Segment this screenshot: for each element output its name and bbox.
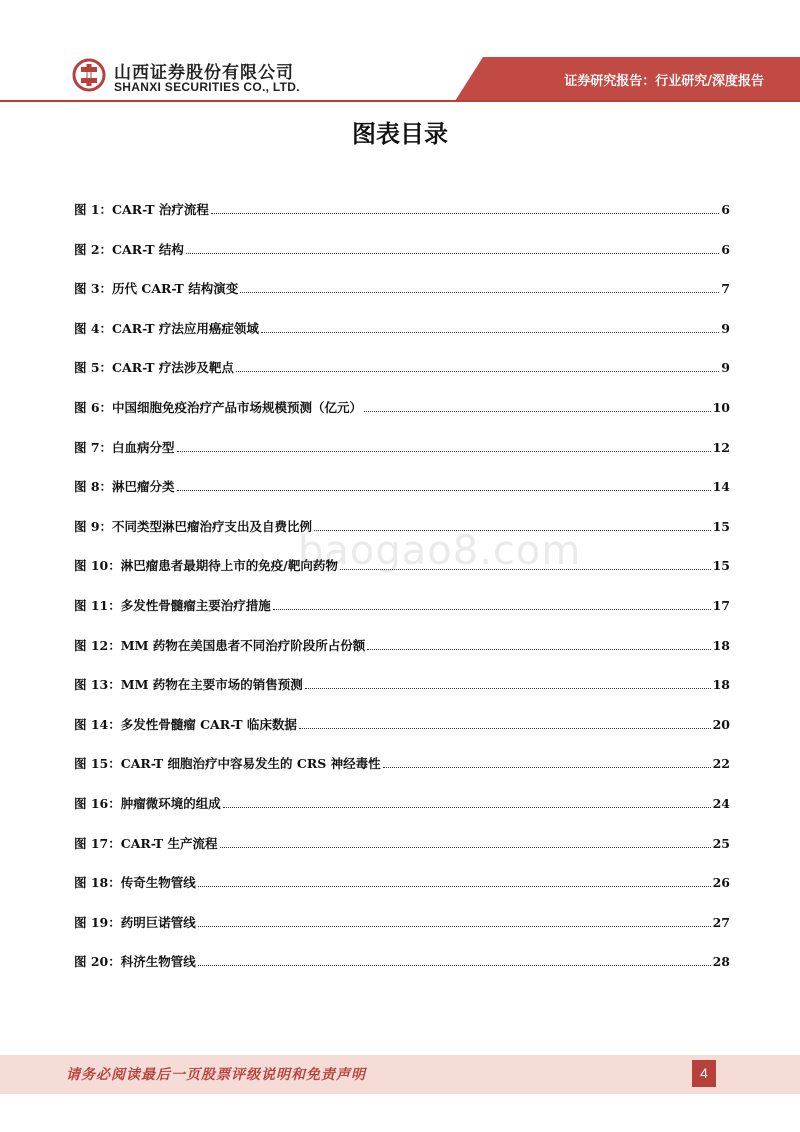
toc-entry[interactable]: [74, 279, 730, 319]
toc-entry-page: 18: [712, 677, 730, 693]
toc-entry-page: 12: [712, 439, 730, 455]
toc-leader-dots: [240, 292, 719, 293]
company-name-en: SHANXI SECURITIES CO., LTD.: [114, 80, 300, 94]
toc-leader-dots: [186, 253, 719, 254]
toc-entry[interactable]: [74, 358, 730, 398]
toc-entry-page: 15: [712, 558, 730, 574]
report-type: 证券研究报告：行业研究/深度报告: [564, 74, 764, 89]
toc-leader-dots: [198, 886, 711, 887]
toc-entry-label: 图 20：科济生物管线: [74, 954, 196, 970]
toc-leader-dots: [198, 965, 711, 966]
toc-entry-label: 图 5：CAR-T 疗法涉及靶点: [74, 360, 234, 376]
toc-leader-dots: [177, 451, 711, 452]
toc-entry[interactable]: [74, 794, 730, 834]
toc-entry-page: 17: [712, 597, 730, 613]
toc-entry[interactable]: [74, 913, 730, 953]
toc-leader-dots: [273, 609, 711, 610]
toc-entry-label: 图 11：多发性骨髓瘤主要治疗措施: [74, 597, 271, 613]
toc-leader-dots: [383, 767, 711, 768]
toc-entry[interactable]: [74, 398, 730, 438]
footer-disclaimer: 请务必阅读最后一页股票评级说明和免责声明: [66, 1067, 366, 1083]
toc-entry-label: 图 2：CAR-T 结构: [74, 241, 184, 257]
toc-entry-page: 20: [712, 716, 730, 732]
toc-leader-dots: [364, 411, 711, 412]
toc-entry[interactable]: [74, 517, 730, 557]
toc-entry[interactable]: [74, 636, 730, 676]
toc-entry-page: 10: [712, 399, 730, 415]
toc-entry-label: 图 17：CAR-T 生产流程: [74, 835, 218, 851]
toc-entry-label: 图 12：MM 药物在美国患者不同治疗阶段所占份额: [74, 637, 366, 653]
watermark: baogao8.com: [298, 528, 582, 574]
toc-entry[interactable]: [74, 477, 730, 517]
toc-entry[interactable]: [74, 319, 730, 359]
toc-entry[interactable]: [74, 873, 730, 913]
page-header: [0, 0, 800, 110]
company-logo-icon: [72, 58, 106, 92]
toc-entry[interactable]: [74, 596, 730, 636]
toc-entry[interactable]: [74, 834, 730, 874]
toc-entry-label: 图 1：CAR-T 治疗流程: [74, 202, 209, 217]
toc-entry-page: 24: [712, 795, 730, 811]
toc-leader-dots: [223, 807, 711, 808]
toc-leader-dots: [367, 649, 710, 650]
toc-leader-dots: [177, 490, 711, 491]
toc-entry[interactable]: [74, 715, 730, 755]
toc-entry-label: 图 4：CAR-T 疗法应用癌症领域: [74, 320, 259, 336]
company-name-cn: 山西证券股份有限公司: [114, 63, 294, 83]
toc-entry-page: 14: [712, 479, 730, 495]
toc-entry-page: 6: [721, 202, 730, 217]
toc-entry[interactable]: [74, 675, 730, 715]
toc-entry[interactable]: [74, 754, 730, 794]
toc-entry-label: 图 9：不同类型淋巴瘤治疗支出及自费比例: [74, 518, 313, 534]
toc-entry-page: 9: [721, 360, 730, 376]
toc-entry-label: 图 6：中国细胞免疫治疗产品市场规模预测（亿元）: [74, 399, 363, 415]
toc-entry-label: 图 3：历代 CAR-T 结构演变: [74, 281, 239, 297]
toc-entry-page: 7: [721, 281, 730, 297]
toc-entry-page: 28: [712, 954, 730, 970]
toc-leader-dots: [305, 688, 711, 689]
toc-leader-dots: [261, 332, 719, 333]
figure-list: [74, 200, 730, 992]
toc-leader-dots: [299, 728, 711, 729]
toc-entry[interactable]: [74, 240, 730, 280]
toc-entry-label: 图 19：药明巨诺管线: [74, 914, 196, 930]
toc-entry-page: 15: [712, 518, 730, 534]
toc-entry[interactable]: [74, 952, 730, 992]
toc-entry-page: 22: [712, 756, 730, 772]
toc-entry-label: 图 8：淋巴瘤分类: [74, 479, 175, 495]
toc-entry-label: 图 10：淋巴瘤患者最期待上市的免疫/靶向药物: [74, 558, 338, 574]
toc-entry-page: 25: [712, 835, 730, 851]
toc-entry[interactable]: [74, 556, 730, 596]
toc-entry-label: 图 13：MM 药物在主要市场的销售预测: [74, 677, 303, 693]
toc-entry-page: 26: [712, 875, 730, 891]
header-divider: [0, 100, 800, 102]
toc-entry-page: 9: [721, 320, 730, 336]
toc-leader-dots: [220, 847, 711, 848]
toc-entry-label: 图 14：多发性骨髓瘤 CAR-T 临床数据: [74, 716, 297, 732]
toc-entry-page: 6: [721, 241, 730, 257]
toc-entry-label: 图 18：传奇生物管线: [74, 875, 196, 891]
toc-leader-dots: [340, 569, 711, 570]
toc-entry-page: 18: [712, 637, 730, 653]
toc-entry[interactable]: [74, 200, 730, 240]
page-number: 4: [692, 1060, 716, 1087]
toc-leader-dots: [314, 530, 711, 531]
page-title: 图表目录: [352, 120, 448, 148]
toc-leader-dots: [198, 926, 711, 927]
toc-leader-dots: [211, 213, 719, 214]
toc-leader-dots: [236, 371, 719, 372]
toc-entry-page: 27: [712, 914, 730, 930]
toc-entry-label: 图 15：CAR-T 细胞治疗中容易发生的 CRS 神经毒性: [74, 756, 381, 772]
toc-entry[interactable]: [74, 438, 730, 478]
toc-entry-label: 图 16：肿瘤微环境的组成: [74, 795, 221, 811]
toc-entry-label: 图 7：白血病分型: [74, 439, 175, 455]
